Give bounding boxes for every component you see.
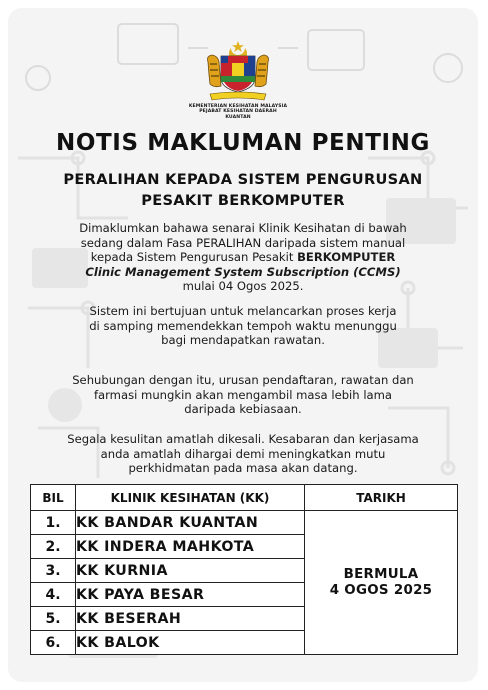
para1-line-3	[22, 250, 464, 265]
para1-line-1: Dimaklumkan bahawa senarai Klinik Kesihatan di bawah	[79, 221, 407, 235]
poster-frame	[8, 8, 478, 682]
clinic-name: KK BALOK	[76, 631, 305, 655]
ministry-name	[188, 104, 288, 120]
clinic-name: KK INDERA MAHKOTA	[76, 535, 305, 559]
table-header-row	[31, 485, 458, 511]
row-number: 1.	[31, 511, 76, 535]
notice-content	[8, 8, 478, 682]
para3-line-1: Sehubungan dengan itu, urusan pendaftaran, rawatan dan	[72, 373, 414, 387]
subtitle-line-1: PERALIHAN KEPADA SISTEM PENGURUSAN	[63, 171, 423, 188]
notice-subtitle	[28, 169, 458, 211]
para2-line-3: bagi mendapatkan rawatan.	[161, 333, 325, 348]
clinic-name: KK PAYA BESAR	[76, 583, 305, 607]
start-date-line-2: 4 OGOS 2025	[329, 582, 433, 598]
row-number: 3.	[31, 559, 76, 583]
paragraph-delay-notice	[22, 373, 464, 417]
para1-line-5: mulai 04 Ogos 2025.	[182, 279, 304, 294]
row-number: 6.	[31, 631, 76, 655]
ministry-line-2: PEJABAT KESIHATAN DAERAH KUANTAN	[199, 109, 277, 120]
para2-line-1: Sistem ini bertujuan untuk melancarkan proses kerja	[89, 304, 397, 318]
table-row	[31, 511, 458, 535]
subtitle-line-2: PESAKIT BERKOMPUTER	[141, 192, 345, 209]
notice-title: NOTIS MAKLUMAN PENTING	[56, 130, 430, 156]
clinic-name: KK BESERAH	[76, 607, 305, 631]
para1-line-2: sedang dalam Fasa PERALIHAN daripada sistem manual	[80, 235, 406, 250]
header-klinik: KLINIK KESIHATAN (KK)	[76, 485, 305, 511]
para3-line-2: farmasi mungkin akan mengambil masa lebih lama	[93, 387, 393, 402]
paragraph-purpose	[22, 304, 464, 348]
start-date-line-1: BERMULA	[343, 566, 419, 582]
para1-berkomputer-text: BERKOMPUTER	[297, 250, 396, 265]
malaysia-coat-of-arms-icon	[204, 40, 272, 104]
row-number: 5.	[31, 607, 76, 631]
row-number: 4.	[31, 583, 76, 607]
start-date-cell	[305, 511, 458, 655]
para2-line-2: di samping memendekkan tempoh waktu menunggu	[89, 318, 397, 333]
para1-line-3-text: kepada Sistem Pengurusan Pesakit	[90, 250, 298, 265]
header-tarikh: TARIKH	[305, 485, 458, 511]
paragraph-apology	[22, 432, 464, 476]
para4-line-2: anda amatlah dihargai demi meningkatkan mutu	[100, 446, 386, 461]
ministry-line-1: KEMENTERIAN KESIHATAN MALAYSIA	[188, 104, 288, 109]
paragraph-announcement	[22, 221, 464, 294]
clinic-schedule-table	[30, 484, 458, 655]
para4-line-3: perkhidmatan pada masa akan datang.	[128, 461, 358, 476]
header-bil: BIL	[31, 485, 76, 511]
row-number: 2.	[31, 535, 76, 559]
para4-line-1: Segala kesulitan amatlah dikesali. Kesabaran dan kerjasama	[67, 432, 419, 446]
para1-ccms-text: Clinic Management System Subscription (CCMS)	[85, 264, 401, 279]
para3-line-3: daripada kebiasaan.	[184, 402, 302, 417]
clinic-name: KK BANDAR KUANTAN	[76, 511, 305, 535]
clinic-name: KK KURNIA	[76, 559, 305, 583]
